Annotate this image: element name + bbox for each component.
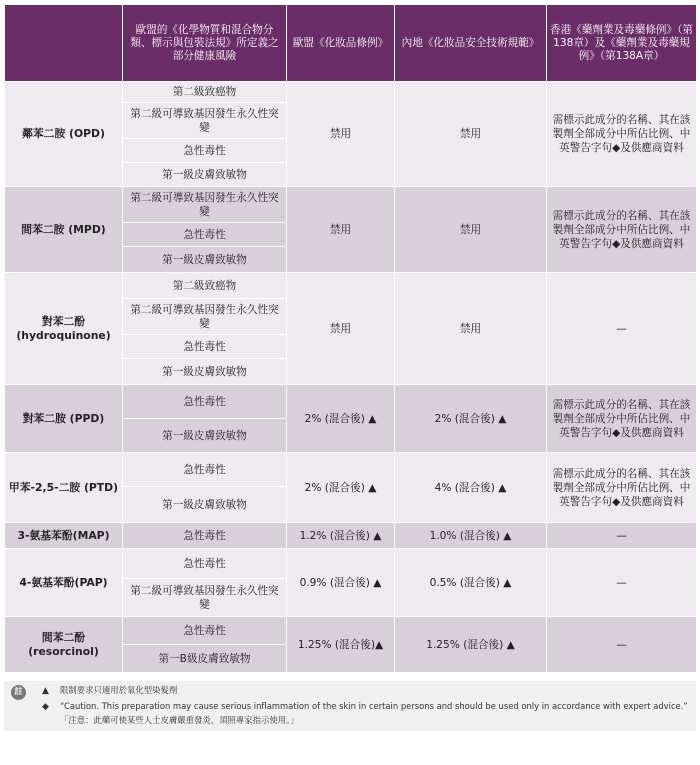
note-triangle-text: 限制要求只適用於氧化型染髮劑 [60,685,178,695]
header-mainland: 內地《化妝品安全技術規範》 [395,5,547,82]
ingredient-name: 3-氨基苯酚(MAP) [5,523,123,549]
note-badge: 註 [11,685,26,700]
mainland-cell: 禁用 [395,273,547,385]
mainland-cell: 禁用 [395,82,547,187]
note-triangle [42,683,177,698]
header-ingredient [5,5,123,82]
risk-cell: 第二級致癌物 [123,273,287,299]
risk-cell: 第一級皮膚致敏物 [123,163,287,187]
note-chinese: 「注意：此藥可使某些人士皮膚嚴重發炎，須照專家指示使用。」 [60,715,299,725]
risk-cell: 急性毒性 [123,617,287,645]
eu-cosmetics-cell: 1.2% (混合後) ▲ [287,523,395,549]
mainland-cell: 0.5% (混合後) ▲ [395,549,547,617]
hongkong-cell: — [547,549,697,617]
risk-cell: 急性毒性 [123,139,287,163]
risk-cell: 急性毒性 [123,385,287,419]
ingredient-name: 4-氨基苯酚(PAP) [5,549,123,617]
ingredient-name: 間苯二胺 (MPD) [5,187,123,273]
mainland-cell: 4% (混合後) ▲ [395,453,547,523]
header-eu-cosmetics: 歐盟《化妝品條例》 [287,5,395,82]
hongkong-cell: 需標示此成分的名稱、其在該製劑全部成分中所佔比例、中英警告字句◆及供應商資料 [547,82,697,187]
eu-cosmetics-cell: 1.25% (混合後)▲ [287,617,395,673]
header-hongkong: 香港《藥劑業及毒藥條例》（第138章）及《藥劑業及毒藥規例》（第138A章） [547,5,697,82]
mainland-cell: 禁用 [395,187,547,273]
footnotes [4,681,696,731]
ingredient-name: 對苯二酚 (hydroquinone) [5,273,123,385]
regulation-table [4,4,697,673]
risk-cell: 第一級皮膚致敏物 [123,247,287,273]
hongkong-cell: 需標示此成分的名稱、其在該製劑全部成分中所佔比例、中英警告字句◆及供應商資料 [547,385,697,453]
eu-cosmetics-cell: 2% (混合後) ▲ [287,385,395,453]
diamond-icon: ◆ [42,702,49,712]
risk-cell: 第二級可導致基因發生永久性突變 [123,187,287,223]
note-diamond-text: “Caution. This preparation may cause serious inflammation of the skin in certain persons and should be used only in accordance with expert advice.” [60,701,688,711]
risk-cell: 第二級可導致基因發生永久性突變 [123,103,287,139]
mainland-cell: 1.25% (混合後) ▲ [395,617,547,673]
risk-cell: 急性毒性 [123,523,287,549]
eu-cosmetics-cell: 禁用 [287,187,395,273]
mainland-cell: 1.0% (混合後) ▲ [395,523,547,549]
risk-cell: 急性毒性 [123,453,287,487]
ingredient-name: 對苯二胺 (PPD) [5,385,123,453]
ingredient-name: 鄰苯二胺 (OPD) [5,82,123,187]
hongkong-cell: — [547,617,697,673]
risk-cell: 第二級致癌物 [123,82,287,103]
eu-cosmetics-cell: 禁用 [287,82,395,187]
risk-cell: 第二級可導致基因發生永久性突變 [123,579,287,617]
header-row [5,5,697,82]
note-diamond [42,699,688,714]
risk-cell: 急性毒性 [123,335,287,359]
ingredient-name: 間苯二酚 (resorcinol) [5,617,123,673]
hongkong-cell: — [547,523,697,549]
hongkong-cell: 需標示此成分的名稱、其在該製劑全部成分中所佔比例、中英警告字句◆及供應商資料 [547,453,697,523]
eu-cosmetics-cell: 0.9% (混合後) ▲ [287,549,395,617]
header-eu-clp: 歐盟的《化學物質和混合物分類、標示與包裝法規》所定義之部分健康風險 [123,5,287,82]
risk-cell: 第二級可導致基因發生永久性突變 [123,299,287,335]
mainland-cell: 2% (混合後) ▲ [395,385,547,453]
risk-cell: 第一級皮膚致敏物 [123,487,287,523]
risk-cell: 急性毒性 [123,549,287,579]
ingredient-name: 甲苯-2,5-二胺 (PTD) [5,453,123,523]
risk-cell: 第一級皮膚致敏物 [123,359,287,385]
eu-cosmetics-cell: 2% (混合後) ▲ [287,453,395,523]
hongkong-cell: — [547,273,697,385]
hongkong-cell: 需標示此成分的名稱、其在該製劑全部成分中所佔比例、中英警告字句◆及供應商資料 [547,187,697,273]
risk-cell: 急性毒性 [123,223,287,247]
risk-cell: 第一B級皮膚致敏物 [123,645,287,673]
eu-cosmetics-cell: 禁用 [287,273,395,385]
risk-cell: 第一級皮膚致敏物 [123,419,287,453]
triangle-icon: ▲ [42,686,49,696]
